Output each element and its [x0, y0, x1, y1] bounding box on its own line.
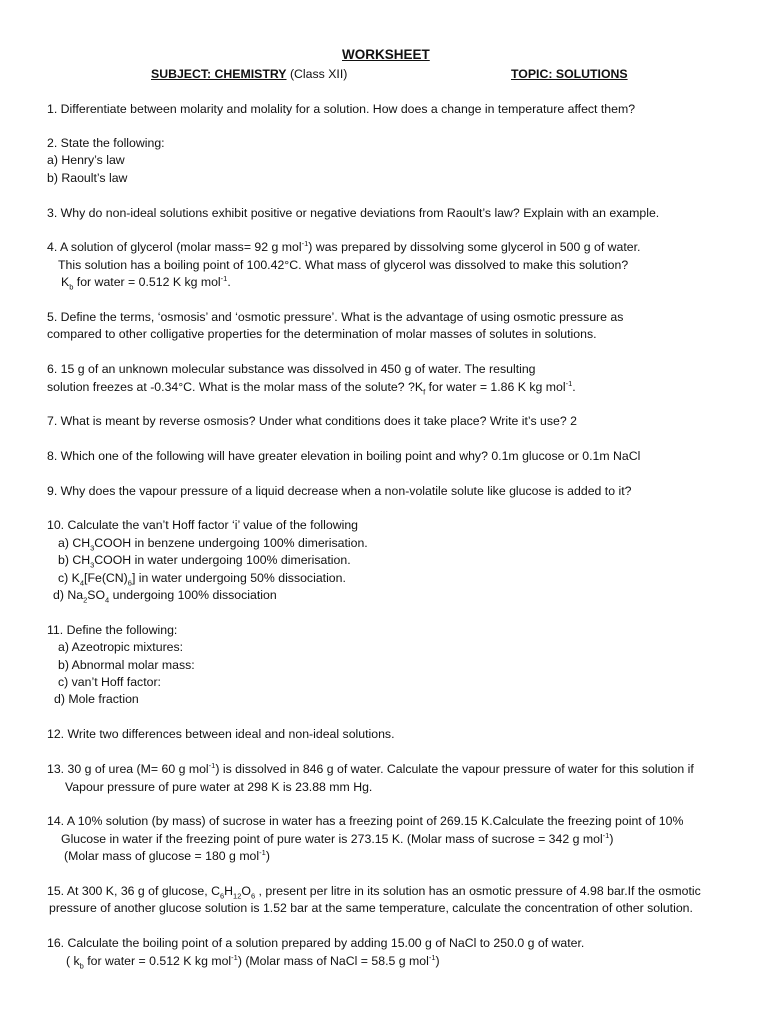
- question-4-line-2: This solution has a boiling point of 100.42°C. What mass of glycerol was dissolved to make this solution?: [58, 258, 629, 272]
- question-6-line-1: 6. 15 g of an unknown molecular substance was dissolved in 450 g of water. The resulting: [47, 362, 536, 376]
- question-13-line-2: Vapour pressure of pure water at 298 K is 23.88 mm Hg.: [65, 780, 373, 794]
- question-16-line-1: 16. Calculate the boiling point of a solution prepared by adding 15.00 g of NaCl to 250.0 g of water.: [47, 936, 585, 950]
- subject-label: SUBJECT: CHEMISTRY: [151, 67, 287, 81]
- question-4-line-3: $K_b$ for water = 0.512 K kg mol$^{-1}$.: [61, 273, 231, 292]
- question-11: 11. Define the following:: [47, 623, 178, 637]
- question-10d: d) $Na_2SO_4$ undergoing 100% dissociation: [53, 588, 277, 605]
- subject-line: [151, 66, 347, 82]
- question-11c: c) van’t Hoff factor:: [58, 675, 161, 689]
- question-2a: a) Henry’s law: [47, 153, 125, 167]
- page-title: WORKSHEET: [342, 47, 430, 62]
- question-2b: b) Raoult’s law: [47, 171, 128, 185]
- question-14-line-2: Glucose in water if the freezing point of pure water is 273.15 K. (Molar mass of sucrose = 342 g mol$^{-1}$): [61, 830, 614, 846]
- question-14-line-3: (Molar mass of glucose = 180 g mol$^{-1}$): [64, 847, 270, 863]
- question-10c: c) $K_4[Fe(CN)_6]$ in water undergoing 50% dissociation.: [58, 571, 346, 588]
- question-3: 3. Why do non-ideal solutions exhibit positive or negative deviations from Raoult’s law? Explain with an example.: [47, 206, 660, 220]
- question-13-line-1: 13. 30 g of urea (M= 60 g mol$^{-1}$) is dissolved in 846 g of water. Calculate the vapour pressure of water for this solution if: [47, 760, 694, 776]
- question-10: 10. Calculate the van’t Hoff factor ‘i’ value of the following: [47, 518, 359, 532]
- question-2: 2. State the following:: [47, 136, 165, 150]
- question-15-line-1: 15. At 300 K, 36 g of glucose, $C_6H_{12}O_6$ , present per litre in its solution has an osmotic pressure of 4.98 bar.If the osmotic: [47, 884, 701, 901]
- question-8: 8. Which one of the following will have greater elevation in boiling point and why? 0.1m glucose or 0.1m NaCl: [47, 449, 641, 463]
- question-12: 12. Write two differences between ideal and non-ideal solutions.: [47, 727, 395, 741]
- question-16-line-2: ( $k_b$ for water = 0.512 K kg mol$^{-1}$) (Molar mass of NaCl = 58.5 g mol$^{-1}$): [66, 952, 440, 971]
- question-9: 9. Why does the vapour pressure of a liquid decrease when a non-volatile solute like glucose is added to it?: [47, 484, 632, 498]
- question-7: 7. What is meant by reverse osmosis? Under what conditions does it take place? Write it’s use? 2: [47, 414, 577, 428]
- question-11d: d) Mole fraction: [54, 692, 139, 706]
- question-5-line-2: compared to other colligative properties for the determination of molar masses of solutes in solutions.: [47, 327, 597, 341]
- question-5-line-1: 5. Define the terms, ‘osmosis’ and ‘osmotic pressure’. What is the advantage of using osmotic pressure as: [47, 310, 624, 324]
- question-1: 1. Differentiate between molarity and molality for a solution. How does a change in temperature affect them?: [47, 102, 636, 116]
- question-14-line-1: 14. A 10% solution (by mass) of sucrose in water has a freezing point of 269.15 K.Calculate the freezing point of 10%: [47, 814, 684, 828]
- question-11b: b) Abnormal molar mass:: [58, 658, 195, 672]
- class-label: (Class XII): [289, 67, 348, 81]
- question-15-line-2: pressure of another glucose solution is 1.52 bar at the same temperature, calculate the concentration of other solution.: [49, 901, 693, 915]
- question-11a: a) Azeotropic mixtures:: [58, 640, 184, 654]
- question-4-line-1: 4. A solution of glycerol (molar mass= 92 g mol$^{-1}$) was prepared by dissolving some glycerol in 500 g of water.: [47, 238, 641, 254]
- question-10b: b) $CH_3COOH$ in water undergoing 100% dimerisation.: [58, 553, 351, 570]
- question-6-line-2: solution freezes at -0.34°C. What is the molar mass of the solute? $?K_f$ for water = 1.86 K kg mol$^{-1}$.: [47, 378, 576, 397]
- question-10a: a) $CH_3COOH$ in benzene undergoing 100% dimerisation.: [58, 536, 368, 553]
- topic-label: TOPIC: SOLUTIONS: [511, 67, 628, 81]
